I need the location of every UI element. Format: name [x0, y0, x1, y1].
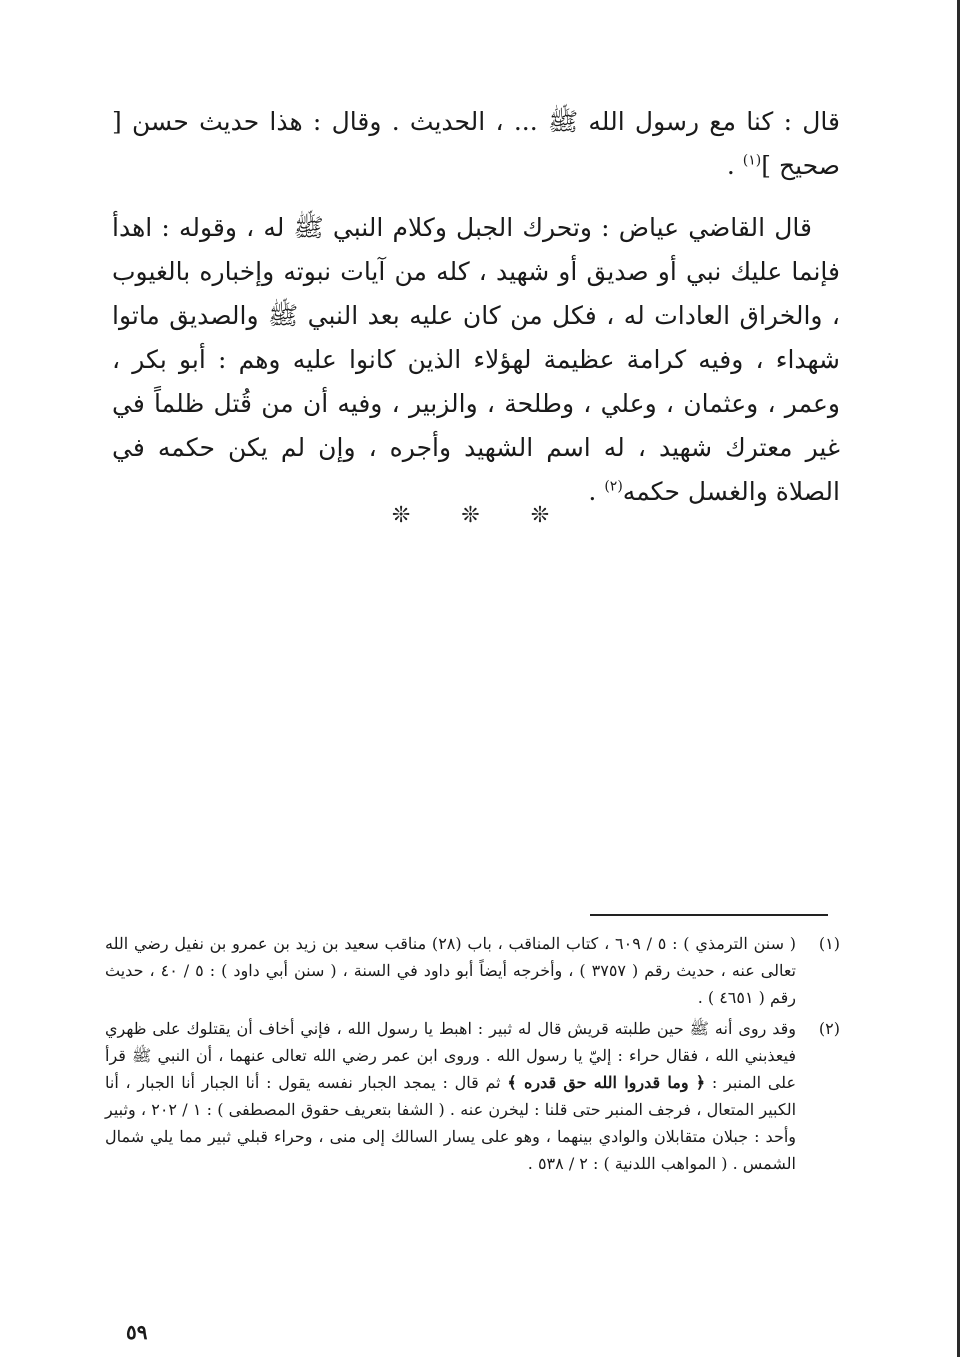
paragraph-1 — [112, 100, 840, 188]
section-separator: ❊ ❊ ❊ — [391, 503, 572, 528]
footnote-rule — [590, 914, 828, 916]
footnote-2-text — [105, 1015, 796, 1177]
paragraph-1-end: . — [726, 151, 743, 180]
footnote-2-text-after: ثم قال : يمجد الجبار نفسه يقول : أنا الجبار أنا الجبار ، أنا الكبير المتعال ، فرجف المنبر حتى قلنا : ليخرن عنه . ( الشفا بتعريف حقوق المصطفى ) : ١ / ٢٠٢ ، وثبير وأحد : جبلان متقابلان والوادي بينهما ، وهو على يسار السالك إلى منى ، وحراء قبلي ثبير مما يلي شمال الشمس . ( المواهب اللدنية ) : ٢ / ٥٣٨ . — [105, 1073, 797, 1173]
main-text — [112, 100, 840, 514]
page-number: ٥٩ — [126, 1320, 148, 1344]
footnote-1-text: ( سنن الترمذي ) : ٥ / ٦٠٩ ، كتاب المناقب ، باب (٢٨) مناقب سعيد بن زيد بن عمرو بن نفيل رضي الله تعالى عنه ، حديث رقم ( ٣٧٥٧ ) ، وأخرجه أيضاً أبو داود في السنة ، ( سنن أبي داود ) : ٥ / ٤٠ ، حديث رقم ( ٤٦٥١ ) . — [105, 934, 797, 1007]
footnote-2-number: (٢) — [818, 1019, 840, 1038]
footnotes — [105, 930, 840, 1181]
footnote-2-quran-quote: ﴿ وما قدروا الله حق قدره ﴾ — [507, 1073, 706, 1092]
paragraph-1-text: قال : كنا مع رسول الله ﷺ ... ، الحديث . وقال : هذا حديث حسن [ صحيح ] — [112, 107, 840, 180]
footnote-2-text-before: وقد روى أنه ﷺ حين طلبته قريش قال له ثبير : اهبط يا رسول الله ، فإني أخاف أن يقتلوك على ظهري فيعذبني الله ، فقال حراء : إليّ يا رسول الله . وروى ابن عمر رضي الله تعالى عنهما ، أن النبي ﷺ قرأ على المنبر : — [105, 1019, 796, 1092]
footnote-ref-2: (٢) — [604, 478, 623, 495]
paragraph-2 — [112, 206, 840, 514]
footnote-2 — [105, 1015, 840, 1177]
paragraph-2-text: قال القاضي عياض : وتحرك الجبل وكلام النبي ﷺ له ، وقوله : اهدأ فإنما عليك نبي أو صديق أو شهيد ، كله من آيات نبوته وإخباره بالغيوب ، والخراق العادات له ، فكل من كان عليه بعد النبي ﷺ والصديق ماتوا شهداء ، وفيه كرامة عظيمة لهؤلاء الذين كانوا عليه وهم : أبو بكر ، وعمر ، وعثمان ، وعلي ، وطلحة ، والزبير ، وفيه أن من قُتل ظلماً في غير معترك شهيد ، له اسم الشهيد وأجره ، وإن لم يكن حكمه في الصلاة والغسل حكمه — [112, 213, 840, 506]
paragraph-2-end: . — [588, 477, 605, 506]
footnote-ref-1: (١) — [742, 152, 762, 169]
footnote-1 — [105, 930, 840, 1011]
footnote-1-number: (١) — [818, 934, 840, 953]
page-edge-line — [957, 0, 960, 1357]
